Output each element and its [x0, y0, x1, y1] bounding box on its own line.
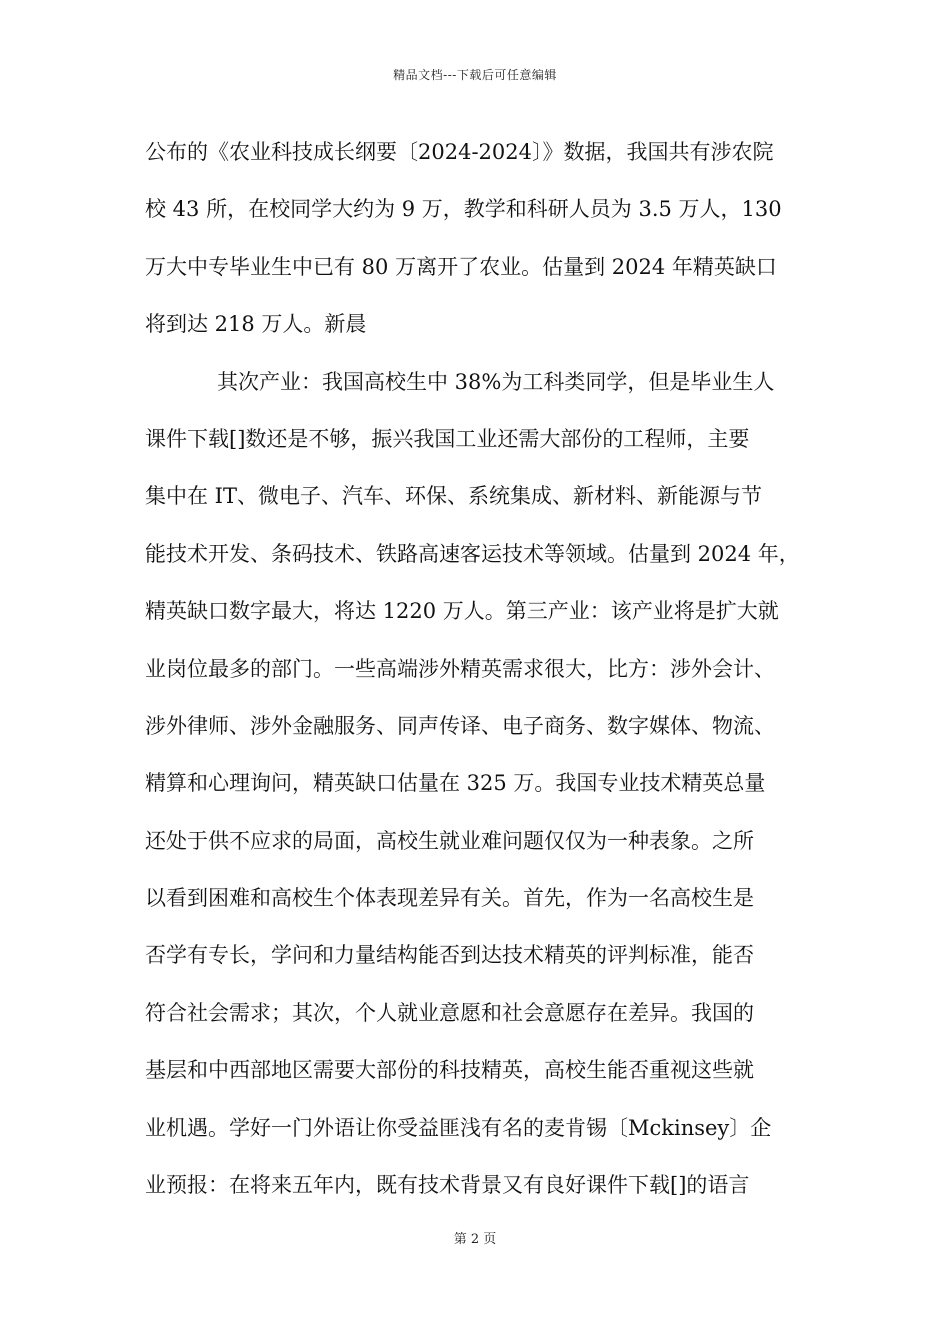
text-line-10: 业岗位最多的部门。一些高端涉外精英需求很大，比方：涉外会计、	[145, 656, 775, 681]
text-line-9: 精英缺口数字最大，将达 1220 万人。第三产业：该产业将是扩大就	[145, 599, 779, 624]
text-line-7: 集中在 IT、微电子、汽车、环保、系统集成、新材料、新能源与节	[145, 484, 762, 509]
text-line-15: 否学有专长，学问和力量结构能否到达技术精英的评判标准，能否	[145, 943, 754, 968]
text-line-5-paragraph-start: 其次产业：我国高校生中 38%为工科类同学，但是毕业生人	[217, 369, 775, 394]
text-line-19: 业预报：在将来五年内，既有技术背景又有良好课件下载[]的语言	[145, 1173, 750, 1198]
text-line-13: 还处于供不应求的局面，高校生就业难问题仅仅为一种表象。之所	[145, 828, 754, 853]
document-body	[145, 128, 817, 1218]
text-line-18: 业机遇。学好一门外语让你受益匪浅有名的麦肯锡〔Mckinsey〕企	[145, 1115, 772, 1140]
text-line-14: 以看到困难和高校生个体表现差异有关。首先，作为一名高校生是	[145, 886, 754, 911]
text-line-2: 校 43 所，在校同学大约为 9 万，教学和科研人员为 3.5 万人，130	[145, 197, 782, 222]
text-line-16: 符合社会需求；其次，个人就业意愿和社会意愿存在差异。我国的	[145, 1000, 754, 1025]
page-header: 精品文档---下载后可任意编辑	[393, 68, 557, 82]
text-line-3: 万大中专毕业生中已有 80 万离开了农业。估量到 2024 年精英缺口	[145, 254, 777, 279]
text-line-12: 精算和心理询问，精英缺口估量在 325 万。我国专业技术精英总量	[145, 771, 766, 796]
text-line-8: 能技术开发、条码技术、铁路高速客运技术等领域。估量到 2024 年，	[145, 541, 800, 566]
text-line-4: 将到达 218 万人。新晨	[145, 312, 367, 337]
text-line-1: 公布的《农业科技成长纲要〔2024-2024〕》数据，我国共有涉农院	[145, 140, 774, 164]
text-line-17: 基层和中西部地区需要大部份的科技精英，高校生能否重视这些就	[145, 1058, 754, 1083]
text-line-6: 课件下载[]数还是不够，振兴我国工业还需大部份的工程师，主要	[145, 426, 750, 451]
text-line-11: 涉外律师、涉外金融服务、同声传译、电子商务、数字媒体、物流、	[145, 713, 775, 738]
page-number: 第 2 页	[453, 1232, 497, 1247]
